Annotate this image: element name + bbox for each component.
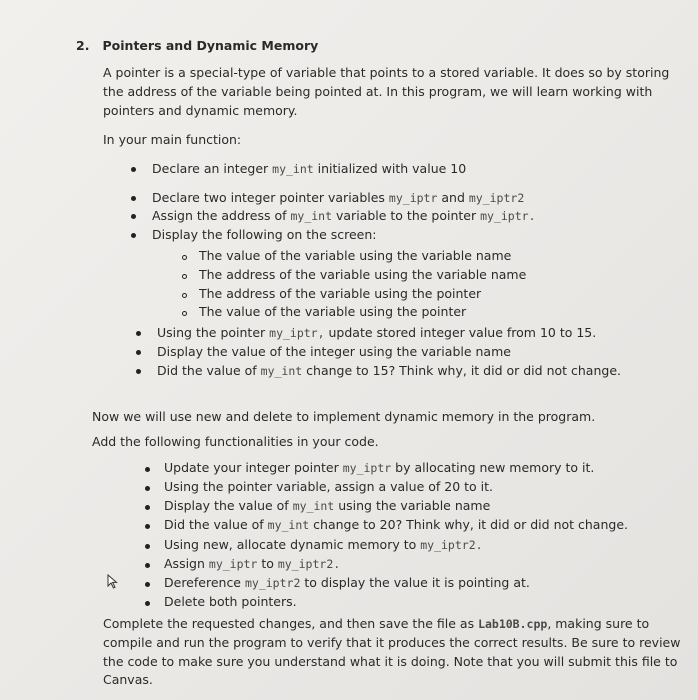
bullet-dot [136, 331, 141, 336]
closing-line-1: Complete the requested changes, and then save the file as Lab10B.cpp, making sure to [103, 616, 650, 631]
dyn-bullet-8: Delete both pointers. [164, 594, 297, 609]
dyn-bullet-4: Did the value of my_int change to 20? Think why, it did or did not change. [164, 517, 628, 532]
intro-line-1: A pointer is a special-type of variable that points to a stored variable. It does so by storing [103, 65, 670, 80]
circle-bullet-icon [182, 293, 187, 298]
dyn-bullet-6: Assign my_iptr to my_iptr2. [164, 556, 341, 571]
bullet-dot [145, 563, 150, 568]
bullet-dot [131, 214, 136, 219]
bullet-dot [145, 582, 150, 587]
main-bullet-2: Declare two integer pointer variables my_iptr and my_iptr2 [152, 190, 525, 205]
circle-bullet-icon [182, 255, 187, 260]
bullet-dot [145, 544, 150, 549]
closing-line-2: compile and run the program to verify that it produces the correct results. Be sure to review [103, 635, 681, 650]
main-bullet-1: Declare an integer my_int initialized with value 10 [152, 161, 467, 176]
section-number: 2. [76, 38, 90, 53]
bullet-dot [131, 233, 136, 238]
main-bullet-6: Display the value of the integer using the variable name [157, 344, 511, 359]
intro-line-2: the address of the variable being pointed at. In this program, we will learn working with [103, 84, 653, 99]
bullet-dot [145, 486, 150, 491]
closing-line-3: the code to make sure you understand what it is doing. Note that you will submit this file to [103, 654, 678, 669]
bullet-dot [131, 196, 136, 201]
sub-item-1: The value of the variable using the variable name [199, 248, 512, 263]
main-bullet-3: Assign the address of my_int variable to the pointer my_iptr. [152, 208, 536, 223]
sub-item-2: The address of the variable using the variable name [199, 267, 527, 282]
bullet-dot [136, 350, 141, 355]
intro-line-3: pointers and dynamic memory. [103, 103, 298, 118]
mouse-cursor-icon [107, 574, 119, 590]
bullet-dot [131, 167, 136, 172]
sub-item-3: The address of the variable using the pointer [199, 286, 482, 301]
section-heading [76, 38, 318, 54]
closing-line-4: Canvas. [103, 672, 153, 687]
bullet-dot [145, 505, 150, 510]
bullet-dot [145, 601, 150, 606]
main-bullet-4: Display the following on the screen: [152, 227, 377, 242]
section-title: Pointers and Dynamic Memory [102, 38, 319, 53]
bullet-dot [145, 524, 150, 529]
circle-bullet-icon [182, 311, 187, 316]
circle-bullet-icon [182, 274, 187, 279]
dynamic-intro-line-1: Now we will use new and delete to implement dynamic memory in the program. [92, 409, 596, 424]
bullet-dot [145, 467, 150, 472]
dyn-bullet-1: Update your integer pointer my_iptr by allocating new memory to it. [164, 460, 595, 475]
dyn-bullet-3: Display the value of my_int using the variable name [164, 498, 491, 513]
dyn-bullet-7: Dereference my_iptr2 to display the value it is pointing at. [164, 575, 530, 590]
bullet-dot [136, 369, 141, 374]
main-bullet-7: Did the value of my_int change to 15? Think why, it did or did not change. [157, 363, 621, 378]
dyn-bullet-5: Using new, allocate dynamic memory to my_iptr2. [164, 537, 483, 552]
main-function-intro: In your main function: [103, 132, 242, 147]
main-bullet-5: Using the pointer my_iptr, update stored integer value from 10 to 15. [157, 325, 597, 340]
dyn-bullet-2: Using the pointer variable, assign a value of 20 to it. [164, 479, 494, 494]
sub-item-4: The value of the variable using the pointer [199, 304, 467, 319]
dynamic-intro-line-2: Add the following functionalities in your code. [92, 434, 379, 449]
